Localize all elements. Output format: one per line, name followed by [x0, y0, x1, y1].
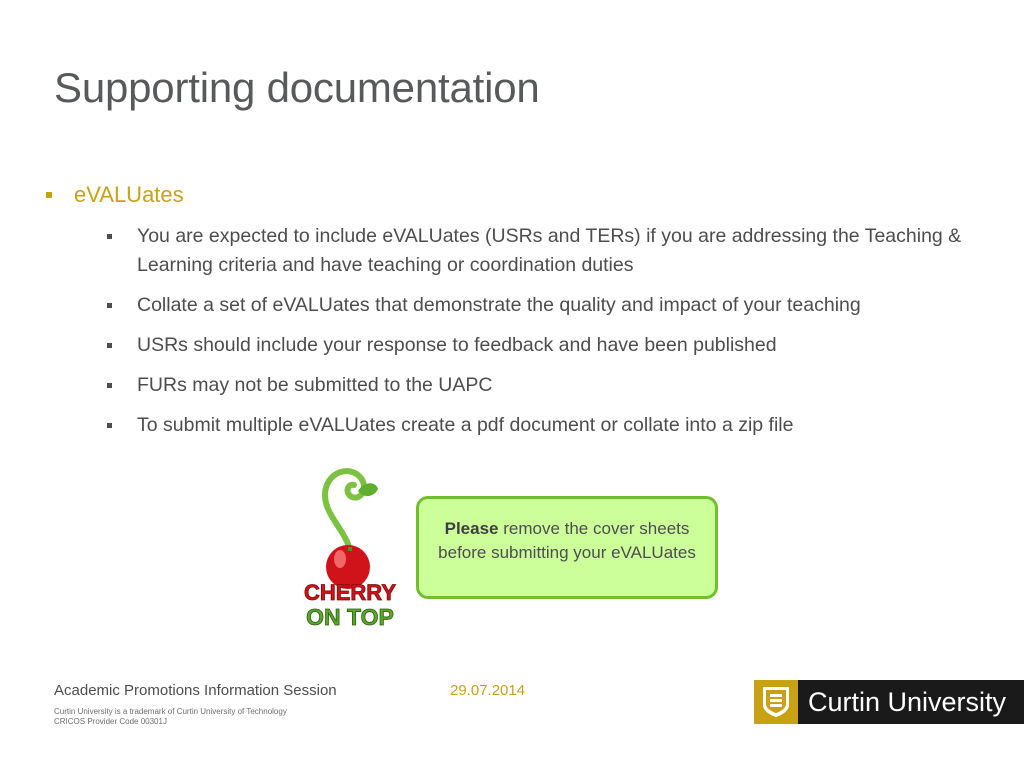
square-bullet-icon [107, 343, 112, 348]
footer-legal [54, 707, 287, 727]
square-bullet-icon [107, 423, 112, 428]
square-bullet-icon [107, 234, 112, 239]
sub-bullet [104, 222, 1004, 280]
sub-bullet-text: To submit multiple eVALUates create a pdf document or collate into a zip file [137, 414, 794, 436]
footer-session: Academic Promotions Information Session [54, 682, 337, 699]
sub-bullet-list [104, 222, 1004, 451]
crest-icon [754, 680, 798, 724]
footer-cricos: CRICOS Provider Code 00301J [54, 717, 167, 726]
square-bullet-icon [107, 383, 112, 388]
sub-bullet [104, 291, 1004, 320]
bullet-level1-text: eVALUates [74, 182, 184, 207]
slide-title: Supporting documentation [54, 64, 540, 111]
square-bullet-icon [107, 303, 112, 308]
callout-bold: Please [444, 519, 499, 538]
sub-bullet-text: Collate a set of eVALUates that demonstrate the quality and impact of your teaching [137, 294, 861, 316]
footer-trademark: Curtin University is a trademark of Curtin University of Technology [54, 707, 287, 716]
sub-bullet [104, 411, 1004, 440]
sub-bullet-text: You are expected to include eVALUates (USRs and TERs) if you are addressing the Teaching & Learning criteria and have teaching or coordination duties [137, 225, 962, 276]
cherry-on-top-image [290, 455, 410, 635]
brand-wordmark: Curtin University [798, 680, 1024, 724]
curtin-logo [754, 680, 1024, 724]
footer-date: 29.07.2014 [450, 682, 526, 699]
callout-text: remove the cover sheets before submitting your eVALUates [438, 519, 696, 562]
cherry-logo-line2: ON TOP [306, 604, 394, 630]
square-bullet-icon [46, 192, 52, 198]
sub-bullet [104, 331, 1004, 360]
sub-bullet-text: FURs may not be submitted to the UAPC [137, 374, 493, 396]
sub-bullet-text: USRs should include your response to feedback and have been published [137, 334, 777, 356]
cherry-logo-line1: CHERRY [303, 580, 397, 605]
callout-box [416, 496, 718, 599]
sub-bullet [104, 371, 1004, 400]
